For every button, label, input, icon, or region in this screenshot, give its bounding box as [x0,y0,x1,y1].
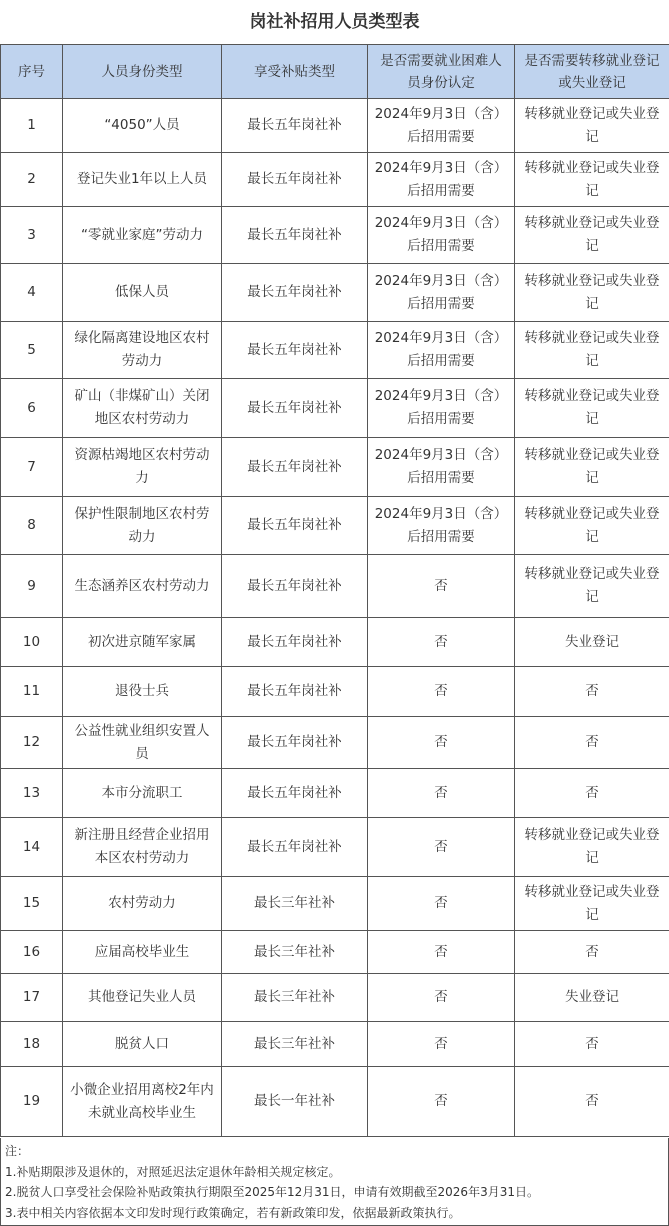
table-row [1,555,669,618]
cell-subsidy-type: 最长五年岗社补 [222,153,368,207]
cell-identity-type: 登记失业1年以上人员 [63,153,222,207]
cell-registration: 转移就业登记或失业登记 [515,497,669,555]
notes [0,1138,669,1226]
cell-subsidy-type: 最长三年社补 [222,931,368,974]
personnel-type-table [0,44,669,1137]
cell-no: 5 [1,322,63,379]
cell-subsidy-type: 最长五年岗社补 [222,99,368,153]
cell-hardship-certification: 否 [368,717,515,769]
cell-no: 15 [1,877,63,931]
cell-subsidy-type: 最长五年岗社补 [222,667,368,717]
note-item: 2.脱贫人口享受社会保险补贴政策执行期限至2025年12月31日，申请有效期截至2026年3月31日。 [5,1185,539,1199]
cell-subsidy-type: 最长五年岗社补 [222,769,368,818]
cell-hardship-certification: 2024年9月3日（含）后招用需要 [368,322,515,379]
cell-subsidy-type: 最长五年岗社补 [222,497,368,555]
cell-hardship-certification: 2024年9月3日（含）后招用需要 [368,438,515,497]
cell-registration: 失业登记 [515,974,669,1022]
cell-hardship-certification: 否 [368,818,515,877]
cell-registration: 否 [515,1022,669,1067]
cell-hardship-certification: 2024年9月3日（含）后招用需要 [368,153,515,207]
cell-registration: 否 [515,769,669,818]
cell-no: 10 [1,618,63,667]
cell-identity-type: 农村劳动力 [63,877,222,931]
table-row [1,769,669,818]
cell-registration: 转移就业登记或失业登记 [515,438,669,497]
cell-hardship-certification: 否 [368,618,515,667]
cell-hardship-certification: 2024年9月3日（含）后招用需要 [368,379,515,438]
cell-registration: 否 [515,931,669,974]
table-row [1,618,669,667]
table-row [1,974,669,1022]
page-title: 岗社补招用人员类型表 [249,12,420,32]
cell-registration: 否 [515,1067,669,1137]
cell-hardship-certification: 否 [368,667,515,717]
cell-subsidy-type: 最长一年社补 [222,1067,368,1137]
cell-identity-type: 应届高校毕业生 [63,931,222,974]
cell-no: 7 [1,438,63,497]
cell-identity-type: 低保人员 [63,264,222,322]
table-row [1,438,669,497]
cell-no: 1 [1,99,63,153]
cell-no: 18 [1,1022,63,1067]
cell-no: 6 [1,379,63,438]
table-row [1,207,669,264]
cell-identity-type: 生态涵养区农村劳动力 [63,555,222,618]
table-row [1,153,669,207]
cell-identity-type: 退役士兵 [63,667,222,717]
cell-identity-type: “4050”人员 [63,99,222,153]
cell-registration: 转移就业登记或失业登记 [515,818,669,877]
cell-hardship-certification: 2024年9月3日（含）后招用需要 [368,99,515,153]
table-row [1,264,669,322]
cell-hardship-certification: 2024年9月3日（含）后招用需要 [368,497,515,555]
cell-no: 13 [1,769,63,818]
note-item: 3.表中相关内容依据本文印发时现行政策确定，若有新政策印发，依据最新政策执行。 [5,1205,461,1220]
table-row [1,717,669,769]
header-hardship-certification: 是否需要就业困难人员身份认定 [368,45,515,99]
notes-heading: 注： [5,1144,30,1158]
table-row [1,931,669,974]
cell-subsidy-type: 最长五年岗社补 [222,264,368,322]
table-row [1,379,669,438]
cell-hardship-certification: 否 [368,1067,515,1137]
table-row [1,497,669,555]
cell-hardship-certification: 否 [368,1022,515,1067]
header-registration: 是否需要转移就业登记或失业登记 [515,45,669,99]
table-row [1,667,669,717]
cell-identity-type: 初次进京随军家属 [63,618,222,667]
cell-subsidy-type: 最长三年社补 [222,974,368,1022]
cell-registration: 转移就业登记或失业登记 [515,99,669,153]
cell-no: 12 [1,717,63,769]
cell-no: 9 [1,555,63,618]
cell-subsidy-type: 最长五年岗社补 [222,618,368,667]
cell-identity-type: 公益性就业组织安置人员 [63,717,222,769]
header-no: 序号 [1,45,63,99]
table-row [1,99,669,153]
cell-hardship-certification: 2024年9月3日（含）后招用需要 [368,264,515,322]
cell-identity-type: 其他登记失业人员 [63,974,222,1022]
cell-hardship-certification: 否 [368,974,515,1022]
cell-identity-type: 脱贫人口 [63,1022,222,1067]
table-row [1,1067,669,1137]
cell-hardship-certification: 否 [368,555,515,618]
cell-no: 3 [1,207,63,264]
note-item: 1.补贴期限涉及退休的，对照延迟法定退休年龄相关规定核定。 [5,1164,341,1179]
cell-no: 14 [1,818,63,877]
header-identity-type: 人员身份类型 [63,45,222,99]
cell-identity-type: 本市分流职工 [63,769,222,818]
cell-hardship-certification: 否 [368,877,515,931]
cell-subsidy-type: 最长三年社补 [222,877,368,931]
cell-registration: 转移就业登记或失业登记 [515,877,669,931]
cell-no: 19 [1,1067,63,1137]
table-row [1,818,669,877]
cell-registration: 转移就业登记或失业登记 [515,379,669,438]
cell-subsidy-type: 最长五年岗社补 [222,322,368,379]
cell-registration: 转移就业登记或失业登记 [515,322,669,379]
header-subsidy-type: 享受补贴类型 [222,45,368,99]
cell-subsidy-type: 最长五年岗社补 [222,555,368,618]
cell-no: 17 [1,974,63,1022]
cell-no: 11 [1,667,63,717]
cell-identity-type: “零就业家庭”劳动力 [63,207,222,264]
cell-no: 4 [1,264,63,322]
cell-identity-type: 小微企业招用离校2年内未就业高校毕业生 [63,1067,222,1137]
cell-hardship-certification: 2024年9月3日（含）后招用需要 [368,207,515,264]
cell-registration: 否 [515,667,669,717]
cell-hardship-certification: 否 [368,931,515,974]
cell-registration: 转移就业登记或失业登记 [515,555,669,618]
cell-registration: 转移就业登记或失业登记 [515,153,669,207]
cell-registration: 转移就业登记或失业登记 [515,264,669,322]
cell-identity-type: 新注册且经营企业招用本区农村劳动力 [63,818,222,877]
cell-subsidy-type: 最长五年岗社补 [222,438,368,497]
cell-subsidy-type: 最长五年岗社补 [222,717,368,769]
table-row [1,322,669,379]
cell-registration: 转移就业登记或失业登记 [515,207,669,264]
table-row [1,877,669,931]
cell-identity-type: 矿山（非煤矿山）关闭地区农村劳动力 [63,379,222,438]
cell-hardship-certification: 否 [368,769,515,818]
cell-identity-type: 保护性限制地区农村劳动力 [63,497,222,555]
cell-registration: 失业登记 [515,618,669,667]
cell-no: 8 [1,497,63,555]
cell-no: 2 [1,153,63,207]
cell-subsidy-type: 最长五年岗社补 [222,207,368,264]
cell-registration: 否 [515,717,669,769]
cell-subsidy-type: 最长五年岗社补 [222,818,368,877]
table-header-row [1,45,669,99]
table-row [1,1022,669,1067]
cell-subsidy-type: 最长五年岗社补 [222,379,368,438]
cell-identity-type: 资源枯竭地区农村劳动力 [63,438,222,497]
cell-identity-type: 绿化隔离建设地区农村劳动力 [63,322,222,379]
cell-subsidy-type: 最长三年社补 [222,1022,368,1067]
cell-no: 16 [1,931,63,974]
